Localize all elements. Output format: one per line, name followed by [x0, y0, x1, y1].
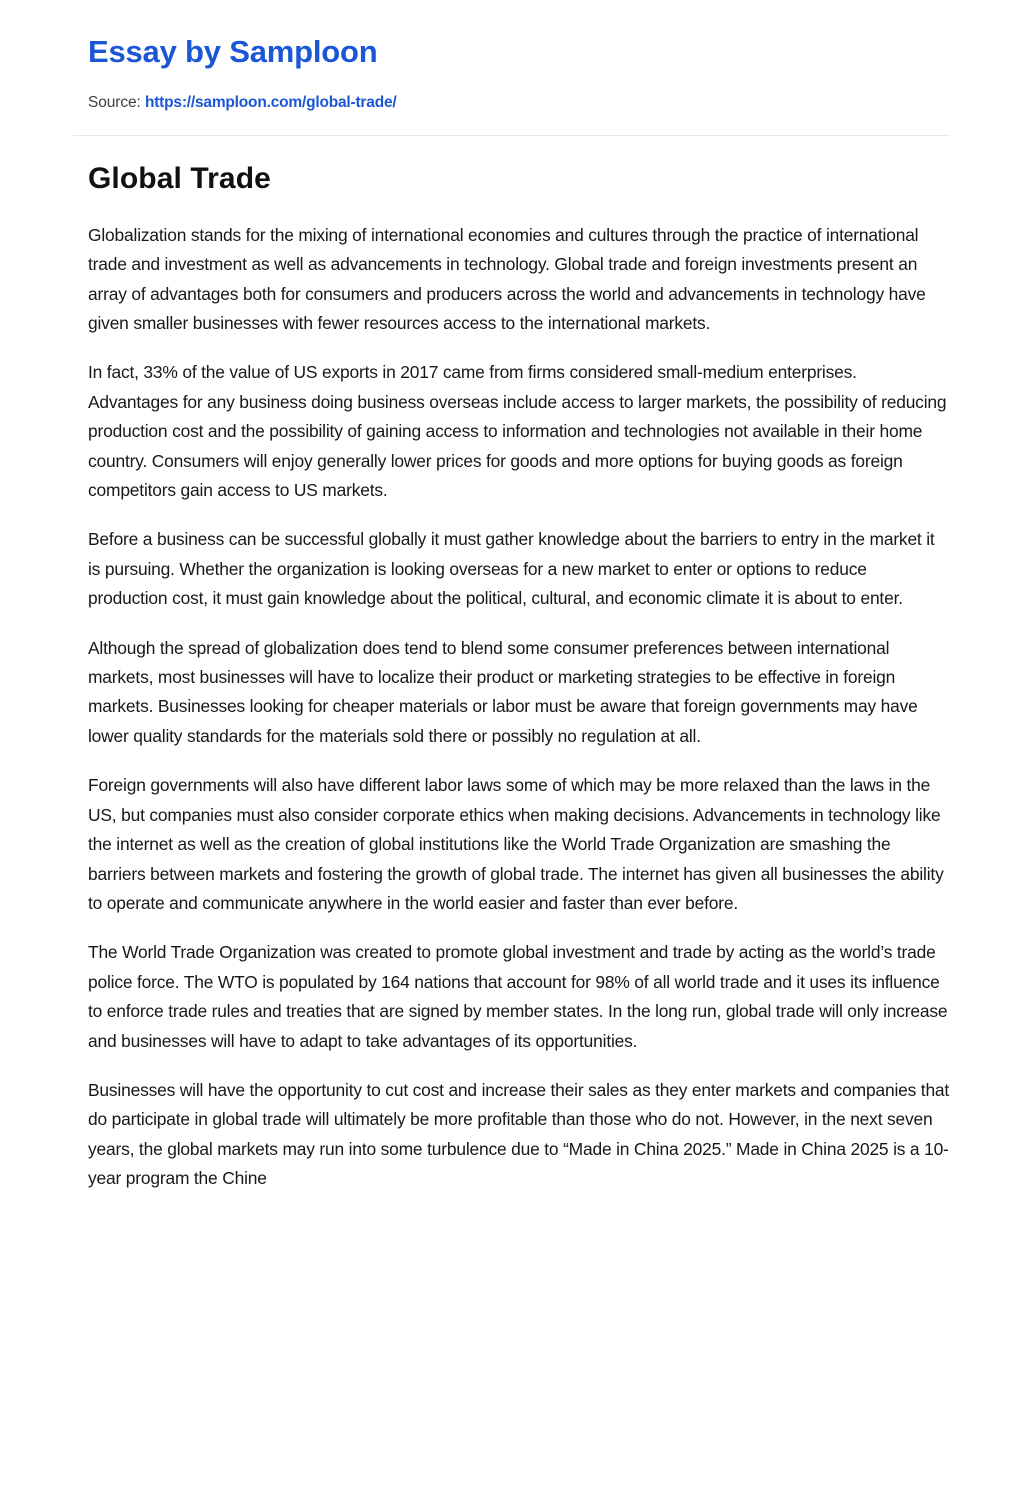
brand-title: Essay by Samploon — [88, 34, 378, 69]
source-url-link[interactable]: https://samploon.com/global-trade/ — [144, 93, 397, 111]
paragraph: Although the spread of globalization does tend to blend some consumer preferences between international markets, most businesses will have to localize their product or marketing strategies to be effective in foreign markets. Businesses looking for cheaper materials or labor must be aware that foreign governments may have lower quality standards for the materials sold there or possibly no regulation at all. — [88, 637, 918, 746]
header-divider — [73, 135, 950, 136]
source-label: Source: — [88, 93, 141, 111]
paragraph: The World Trade Organization was created to promote global investment and trade by acting as the world’s trade police force. The WTO is populated by 164 nations that account for 98% of all world trade and it uses its influence to enforce trade rules and treaties that are signed by member states. In the long run, global trade will only increase and businesses will have to adapt to take advantages of its opportunities. — [88, 942, 948, 1051]
page-title: Global Trade — [88, 161, 271, 195]
paragraph-list — [88, 221, 950, 1194]
paragraph: Globalization stands for the mixing of international economies and cultures through the practice of international trade and investment as well as advancements in technology. Global trade and foreign investments present an array of advantages both for consumers and producers across the world and advancements in technology have given smaller businesses with fewer resources access to the international markets. — [88, 224, 926, 333]
article-body — [0, 161, 1024, 1194]
paragraph: Before a business can be successful globally it must gather knowledge about the barriers to entry in the market it is pursuing. Whether the organization is looking overseas for a new market to enter or options to reduce production cost, it must gain knowledge about the political, cultural, and economic climate it is about to enter. — [88, 529, 935, 609]
paragraph: Foreign governments will also have different labor laws some of which may be more relaxed than the laws in the US, but companies must also consider corporate ethics when making decisions. Advancements in technology like the internet as well as the creation of global institutions like the World Trade Organization are smashing the barriers between markets and fostering the growth of global trade. The internet has given all businesses the ability to operate and communicate anywhere in the world easier and faster than ever before. — [88, 775, 944, 913]
paragraph: Businesses will have the opportunity to cut cost and increase their sales as they enter markets and companies that do participate in global trade will ultimately be more profitable than those who do not. However, in the next seven years, the global markets may run into some turbulence due to “Made in China 2025.” Made in China 2025 is a 10-year program the Chine — [88, 1079, 950, 1189]
paragraph: In fact, 33% of the value of US exports in 2017 came from firms considered small-medium enterprises. Advantages for any business doing business overseas include access to larger markets, the possibility of reducing production cost and the possibility of gaining access to information and technologies not available in their home country. Consumers will enjoy generally lower prices for goods and more options for buying goods as foreign competitors gain access to US markets. — [88, 362, 947, 501]
site-header — [0, 0, 1024, 113]
source-line — [88, 93, 950, 113]
